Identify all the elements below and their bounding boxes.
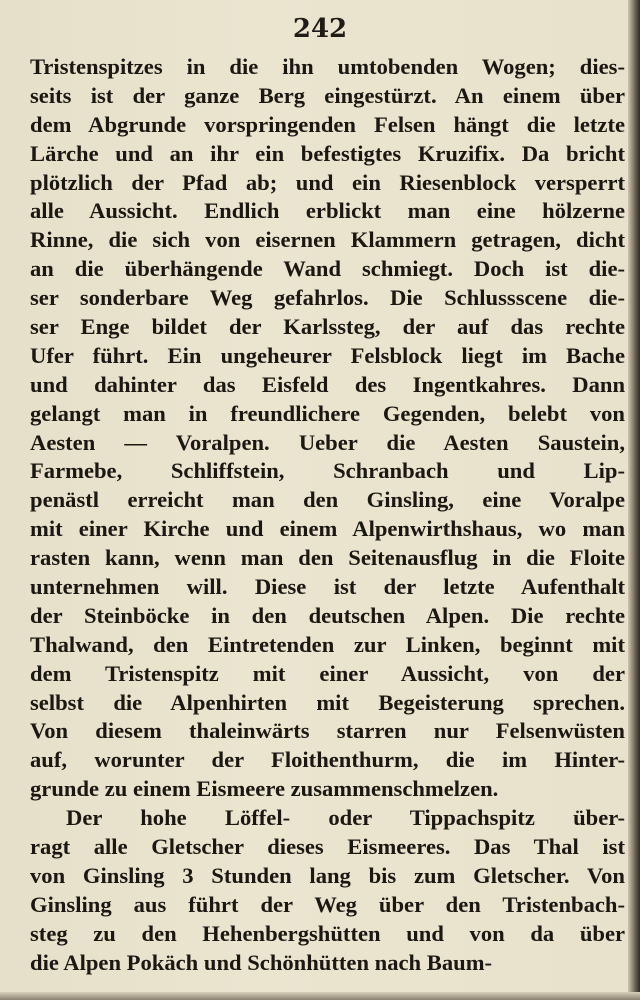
page-number: 242 xyxy=(292,14,348,44)
text-line: dem Abgrunde vorspringenden Felsen hängt die letzte xyxy=(30,111,626,137)
text-line: der Steinböcke in den deutschen Alpen. Die rechte xyxy=(30,602,625,628)
text-line: Tristenspitzes in die ihn umtobenden Wogen; dies- xyxy=(30,54,625,79)
text-line: Von diesem thaleinwärts starren nur Felsenwüsten xyxy=(30,718,625,744)
text-line: seits ist der ganze Berg eingestürzt. An einem über xyxy=(30,82,626,108)
text-line: Aesten — Voralpen. Ueber die Aesten Saustein, xyxy=(30,429,625,455)
page-edge-shadow xyxy=(628,0,640,1000)
text-line: grunde zu einem Eismeere zusammenschmelzen. xyxy=(30,776,499,802)
text-line: an die überhängende Wand schmiegt. Doch ist die- xyxy=(30,256,626,282)
text-line: auf, worunter der Floithenthurm, die im Hinter- xyxy=(30,747,626,773)
text-line: selbst die Alpenhirten mit Begeisterung sprechen. xyxy=(30,689,626,715)
text-line: ser sonderbare Weg gefahrlos. Die Schlussscene die- xyxy=(30,285,625,311)
text-line: Ufer führt. Ein ungeheurer Felsblock liegt im Bache xyxy=(30,342,626,368)
text-line: gelangt man in freundlichere Gegenden, belebt von xyxy=(30,400,625,426)
text-line: penästl erreicht man den Ginsling, eine Voralpe xyxy=(30,487,626,513)
text-line: von Ginsling 3 Stunden lang bis zum Gletscher. Von xyxy=(30,862,625,888)
text-line: ragt alle Gletscher dieses Eismeeres. Das Thal ist xyxy=(30,834,625,860)
body-text xyxy=(30,53,625,978)
page-bottom-edge xyxy=(0,992,640,1000)
text-line: Lärche und an ihr ein befestigtes Kruzifix. Da bricht xyxy=(30,140,625,166)
text-line: plötzlich der Pfad ab; und ein Riesenblock versperrt xyxy=(30,169,626,195)
text-line: und dahinter das Eisfeld des Ingentkahres. Dann xyxy=(30,371,626,397)
text-line: Rinne, die sich von eisernen Klammern getragen, dicht xyxy=(30,227,625,253)
text-line: die Alpen Pokäch und Schönhütten nach Baum- xyxy=(30,949,493,975)
text-line: unternehmen will. Diese ist der letzte Aufenthalt xyxy=(30,574,626,600)
text-line: alle Aussicht. Endlich erblickt man eine hölzerne xyxy=(30,198,625,224)
text-line: Thalwand, den Eintretenden zur Linken, beginnt mit xyxy=(30,631,625,657)
text-line: mit einer Kirche und einem Alpenwirthshaus, wo man xyxy=(30,516,626,542)
text-line: Farmebe, Schliffstein, Schranbach und Lip- xyxy=(30,458,625,484)
text-line: rasten kann, wenn man den Seitenausflug in die Floite xyxy=(30,545,625,571)
text-line: steg zu den Hehenbergshütten und von da über xyxy=(30,920,626,946)
text-line: dem Tristenspitz mit einer Aussicht, von der xyxy=(30,660,625,686)
paragraph-start-line: Der hohe Löffel- oder Tippachspitz über- xyxy=(66,805,625,831)
text-line: ser Enge bildet der Karlssteg, der auf das rechte xyxy=(30,314,626,340)
text-line: Ginsling aus führt der Weg über den Tristenbach- xyxy=(30,891,626,917)
